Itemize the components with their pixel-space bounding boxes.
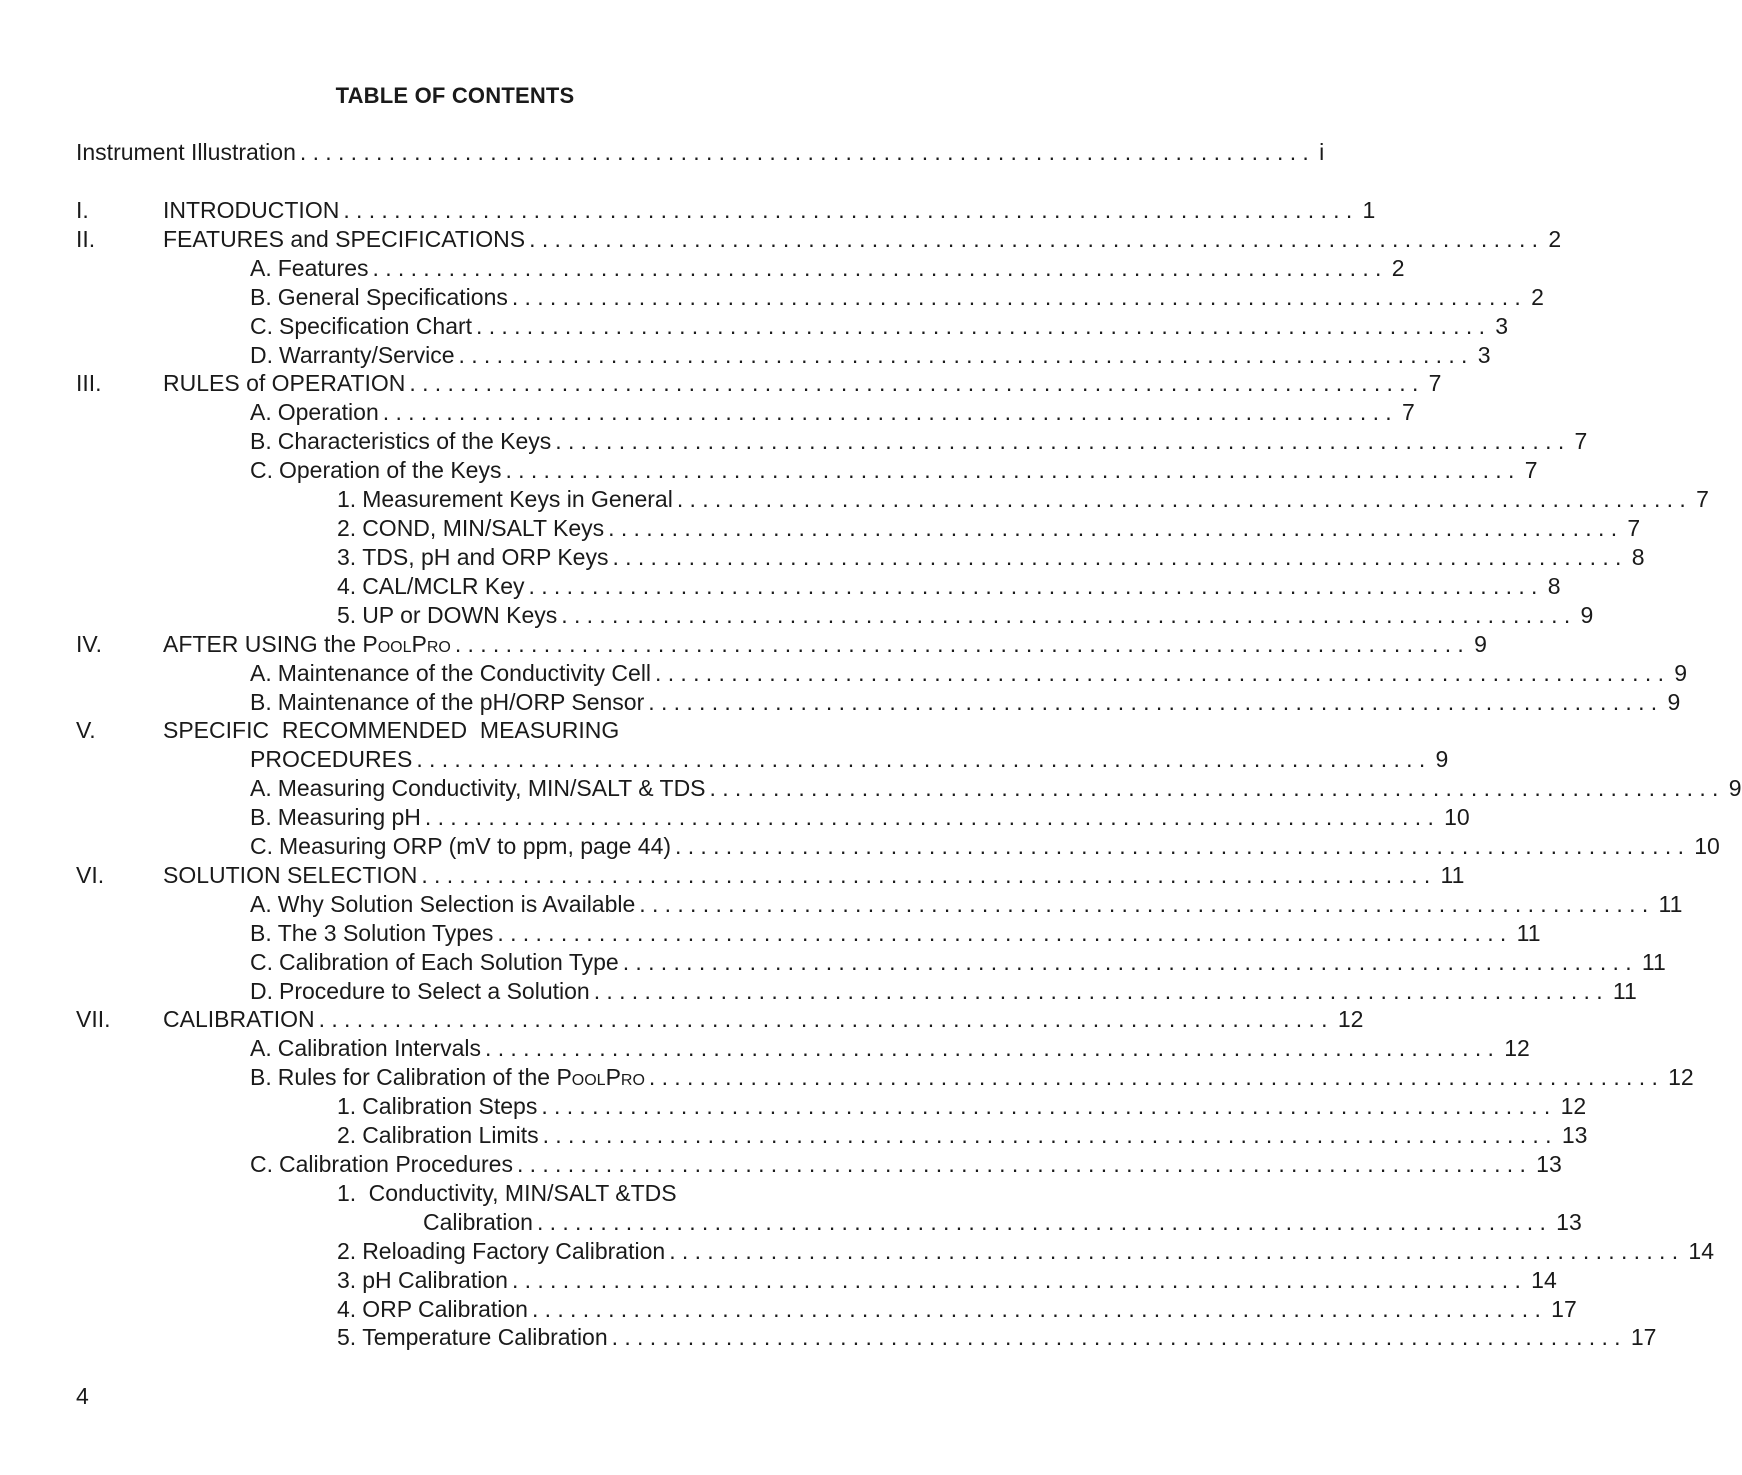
entry-line [337,1179,677,1208]
toc-entry [0,543,1645,572]
toc-entry [0,1208,1582,1237]
entry-marker: B. [250,428,272,454]
dot-leader: ................................................................................ [612,544,1628,570]
entry-marker: 3. [337,1267,357,1293]
page-ref: 11 [1612,978,1637,1004]
entry-title: Maintenance of the Conductivity Cell [277,660,652,686]
entry-line [163,630,1487,662]
page-ref: 2 [1391,255,1405,281]
dot-leader: ................................................................................ [655,660,1671,686]
entry-line [163,1005,1364,1034]
entry-line [250,890,1683,919]
entry-title: Features [277,255,369,281]
toc-entry [0,1295,1577,1324]
toc-entry [0,456,1538,485]
entry-title: COND, MIN/SALT Keys [362,515,605,541]
dot-leader: ................................................................................ [529,226,1545,252]
page-ref: 9 [1435,746,1449,772]
entry-title: Calibration Procedures [279,1151,513,1177]
toc-entry [0,716,954,745]
entry-line [250,832,1720,861]
entry-line [163,369,1442,398]
entry-title: Measuring Conductivity, MIN/SALT & TDS [277,775,706,801]
entry-line [250,341,1491,370]
dot-leader: ................................................................................ [476,313,1492,339]
page-ref: 7 [1428,370,1442,396]
toc-entry [0,485,1709,514]
page-ref: 8 [1631,544,1645,570]
page-ref: 11 [1440,862,1465,888]
toc-entry [0,977,1637,1006]
dot-leader: ................................................................................ [454,631,1471,657]
entry-line [250,919,1541,948]
toc-entry [0,427,1588,456]
page-ref: 7 [1401,399,1415,425]
toc-entry [0,919,1541,948]
entry-line [337,1237,1714,1266]
entry-line [337,543,1645,572]
entry-title: CAL/MCLR Key [362,573,525,599]
page-ref: 11 [1641,949,1666,975]
page-ref: 7 [1627,515,1641,541]
entry-line [250,398,1415,427]
dot-leader: ................................................................................ [511,284,1528,310]
entry-title: Calibration Intervals [277,1035,481,1061]
page-ref: 9 [1667,689,1681,715]
entry-title: Warranty/Service [279,342,455,368]
page-ref: 2 [1531,284,1544,310]
entry-line [337,514,1641,543]
page-ref: 7 [1574,428,1588,454]
toc-entry [0,688,1681,717]
entry-marker: B. [250,689,272,715]
section-number: V. [76,717,96,743]
dot-leader: ................................................................................ [416,746,1432,772]
page-title: TABLE OF CONTENTS [335,83,575,108]
entry-title: Calibration Limits [362,1122,539,1148]
toc-entry [0,774,1742,803]
entry-marker: 2. [337,1238,357,1264]
toc-entry [0,1237,1714,1266]
entry-line [250,312,1509,341]
page-ref: 8 [1547,573,1561,599]
entry-title: FEATURES and SPECIFICATIONS [163,226,526,252]
entry-line [250,803,1470,832]
toc-entry [0,398,1415,427]
dot-leader: ................................................................................ [372,255,1388,281]
dot-leader: ................................................................................ [528,573,1544,599]
entry-line [250,254,1405,283]
page-ref: 12 [1504,1035,1530,1061]
toc-entry [0,601,1594,630]
toc-entry [0,196,1376,225]
entry-title: The 3 Solution Types [277,920,494,946]
entry-line [250,456,1538,485]
toc-entry [0,138,1325,167]
entry-line [250,1063,1694,1095]
dot-leader: ................................................................................ [536,1209,1553,1235]
dot-leader: ................................................................................ [648,689,1664,715]
toc-entry [0,1150,1562,1179]
entry-title: SOLUTION SELECTION [163,862,418,888]
toc-entry [0,1092,1587,1121]
entry-title: Operation of the Keys [279,457,502,483]
dot-leader: ................................................................................ [611,1324,1627,1350]
entry-line [250,1034,1530,1063]
toc-entry [0,225,1562,254]
entry-marker: B. [250,284,272,310]
toc-entry [0,369,1442,398]
dot-leader: ................................................................................ [561,602,1577,628]
dot-leader: ................................................................................ [541,1093,1557,1119]
entry-line [250,688,1681,717]
toc-entry [0,1323,1657,1352]
dot-leader: ................................................................................ [409,370,1425,396]
page-ref: 9 [1674,660,1688,686]
dot-leader: ................................................................................ [299,139,1316,165]
entry-title: Procedure to Select a Solution [279,978,590,1004]
page-ref: 10 [1694,833,1720,859]
entry-line [337,1295,1577,1324]
entry-marker: D. [250,342,273,368]
entry-line [250,774,1742,803]
dot-leader: ................................................................................ [676,486,1693,512]
entry-marker: D. [250,978,273,1004]
page-ref: 14 [1531,1267,1557,1293]
entry-title: Conductivity, MIN/SALT &TDS [362,1180,677,1206]
toc-entry [0,1034,1530,1063]
entry-marker: 2. [337,1122,357,1148]
dot-leader: ................................................................................ [485,1035,1501,1061]
toc-entry [0,630,1487,659]
page-ref: 13 [1561,1122,1588,1148]
entry-line [163,861,1465,890]
entry-title: General Specifications [277,284,508,310]
entry-marker: B. [250,804,272,830]
entry-marker: 1. [337,486,357,512]
toc-entry [0,283,1544,312]
entry-line [250,745,1449,774]
entry-line [337,1266,1557,1295]
entry-title: INTRODUCTION [163,197,340,223]
entry-marker: A. [250,660,272,686]
dot-leader: ................................................................................ [675,833,1691,859]
entry-marker: 1. [337,1180,357,1206]
entry-line [337,485,1709,514]
entry-title: Operation [277,399,379,425]
entry-line [250,659,1688,688]
section-number: VII. [76,1006,111,1032]
page-ref: 12 [1668,1064,1694,1090]
toc-entry [0,254,1405,283]
toc-entry [0,1179,954,1208]
toc-entry [0,1266,1557,1295]
dot-leader: ................................................................................ [593,978,1609,1004]
entry-title: Specification Chart [279,313,473,339]
entry-title: Maintenance of the pH/ORP Sensor [277,689,645,715]
entry-title: Why Solution Selection is Available [277,891,636,917]
entry-line [250,427,1588,456]
entry-title: CALIBRATION [163,1006,315,1032]
entry-line [337,1092,1587,1121]
page-ref: 9 [1580,602,1594,628]
section-number: IV. [76,631,103,657]
entry-line [250,948,1666,977]
entry-marker: 3. [337,544,357,570]
toc-entry [0,341,1491,370]
page-ref: 13 [1536,1151,1562,1177]
dot-leader: ................................................................................ [608,515,1624,541]
entry-marker: B. [250,1064,272,1090]
section-number: II. [76,226,96,252]
page-ref: 2 [1548,226,1562,252]
section-number: I. [76,197,89,223]
entry-title: RULES of OPERATION [163,370,406,396]
entry-marker: 5. [337,1324,357,1350]
entry-marker: A. [250,775,272,801]
page-ref: 9 [1474,631,1487,657]
dot-leader: ................................................................................ [497,920,1513,946]
page-ref: 7 [1696,486,1709,512]
page-ref: i [1319,139,1325,165]
page-ref: 17 [1630,1324,1657,1350]
dot-leader: ................................................................................ [511,1267,1528,1293]
entry-marker: 1. [337,1093,357,1119]
page-ref: 9 [1728,775,1742,801]
entry-title: Instrument Illustration [76,139,296,165]
toc-entry [0,1005,1364,1034]
entry-marker: 5. [337,602,357,628]
page-ref: 11 [1516,920,1541,946]
dot-leader: ................................................................................ [531,1296,1548,1322]
entry-line [163,196,1376,225]
page-ref: 10 [1444,804,1470,830]
dot-leader: ................................................................................ [505,457,1521,483]
entry-marker: 4. [337,573,357,599]
page-ref: 17 [1551,1296,1577,1322]
toc-entry [0,1063,1694,1092]
entry-marker: C. [250,313,273,339]
entry-marker: A. [250,255,272,281]
page-ref: 11 [1658,891,1683,917]
entry-marker: C. [250,949,273,975]
dot-leader: ................................................................................ [639,891,1655,917]
entry-marker: 4. [337,1296,357,1322]
toc-entry [0,948,1666,977]
toc-entry [0,659,1688,688]
dot-leader: ................................................................................ [622,949,1638,975]
dot-leader: ................................................................................ [343,197,1359,223]
dot-leader: ................................................................................ [424,804,1441,830]
entry-marker: C. [250,1151,273,1177]
entry-title: TDS, pH and ORP Keys [362,544,609,570]
dot-leader: ................................................................................ [709,775,1725,801]
entry-line [250,283,1544,312]
dot-leader: ................................................................................ [648,1064,1665,1090]
toc-entry [0,832,1720,861]
toc-entry [0,861,1465,890]
entry-line [76,138,1325,167]
entry-marker: A. [250,891,272,917]
entry-title: Calibration Steps [362,1093,538,1119]
dot-leader: ................................................................................ [669,1238,1685,1264]
entry-title: Measurement Keys in General [362,486,673,512]
page-number: 4 [76,1383,89,1409]
entry-title: Measuring ORP (mV to ppm, page 44) [279,833,672,859]
entry-marker: A. [250,1035,272,1061]
entry-marker: C. [250,457,273,483]
page-ref: 7 [1524,457,1538,483]
dot-leader: ................................................................................ [318,1006,1334,1032]
entry-line [250,1150,1562,1179]
dot-leader: ................................................................................ [458,342,1474,368]
entry-title: SPECIFIC RECOMMENDED MEASURING [163,717,620,743]
entry-title: pH Calibration [362,1267,508,1293]
entry-title: ORP Calibration [362,1296,528,1322]
page-ref: 12 [1560,1093,1587,1119]
toc-entry [0,803,1470,832]
entry-line [163,225,1562,254]
entry-marker: A. [250,399,272,425]
entry-title: AFTER USING the POOLPRO [163,631,451,657]
entry-marker: C. [250,833,273,859]
section-number: III. [76,370,102,396]
dot-leader: ................................................................................ [421,862,1437,888]
entry-title: PROCEDURES [250,746,413,772]
dot-leader: ................................................................................ [516,1151,1533,1177]
entry-title: Reloading Factory Calibration [362,1238,666,1264]
dot-leader: ................................................................................ [542,1122,1558,1148]
entry-line [337,1323,1657,1352]
entry-marker: 2. [337,515,357,541]
page-ref: 3 [1495,313,1509,339]
entry-title: Measuring pH [277,804,421,830]
toc-entry [0,1121,1588,1150]
page-ref: 14 [1688,1238,1714,1264]
entry-marker: B. [250,920,272,946]
entry-line [337,572,1561,601]
page-ref: 13 [1556,1209,1582,1235]
entry-title: Temperature Calibration [362,1324,608,1350]
entry-line [423,1208,1582,1237]
toc-entry [0,514,1641,543]
toc-entry [0,745,1449,774]
toc-entry [0,890,1683,919]
dot-leader: ................................................................................ [555,428,1571,454]
entry-title: UP or DOWN Keys [362,602,558,628]
page-ref: 12 [1337,1006,1364,1032]
dot-leader: ................................................................................ [382,399,1398,425]
entry-title: Characteristics of the Keys [277,428,552,454]
entry-line [337,1121,1588,1150]
entry-line [337,601,1594,630]
toc-entry [0,572,1561,601]
section-number: VI. [76,862,105,888]
page-ref: 3 [1477,342,1491,368]
entry-title: Calibration [423,1209,533,1235]
toc-entry [0,312,1509,341]
entry-line [163,716,619,745]
entry-title: Rules for Calibration of the POOLPRO [277,1064,645,1090]
entry-title: Calibration of Each Solution Type [279,949,619,975]
page-ref: 1 [1362,197,1376,223]
entry-line [250,977,1637,1006]
